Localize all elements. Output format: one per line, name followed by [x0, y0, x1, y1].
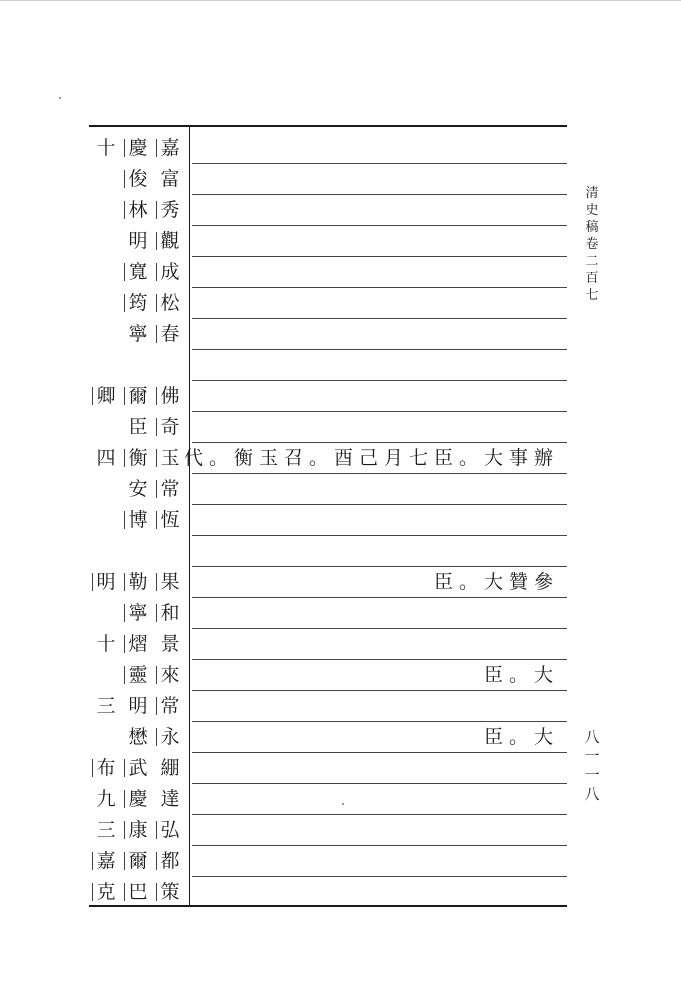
name-char: 衡 — [123, 445, 153, 471]
name-char: 靈 — [123, 662, 153, 688]
table-row — [89, 381, 567, 412]
page-number-char: 八 — [584, 785, 600, 803]
name-char — [91, 662, 121, 688]
name-char: 十 — [96, 137, 116, 159]
name-char: 明 — [128, 695, 148, 717]
name-char: 爾 — [123, 383, 153, 409]
name-char: 慶 — [123, 786, 153, 812]
name-cell — [89, 691, 189, 722]
name-char: 俊 — [123, 166, 153, 192]
name-char: 明 — [128, 230, 148, 252]
name-cell — [89, 784, 189, 815]
table-row — [89, 133, 567, 164]
name-char: 弘 — [155, 817, 185, 843]
name-char: 筠 — [123, 290, 153, 316]
page-number-char: 一 — [584, 766, 600, 784]
name-char: 熠 — [123, 631, 153, 657]
name-char: 臣 — [128, 416, 148, 438]
name-cell — [89, 846, 189, 877]
running-title — [582, 185, 602, 304]
name-char — [91, 600, 121, 626]
name-cell — [89, 505, 189, 536]
name-char: 奇 — [155, 414, 185, 440]
running-title-char: 二 — [585, 254, 599, 269]
table-row — [89, 443, 567, 474]
page-number — [582, 728, 602, 804]
name-char: 博 — [123, 507, 153, 533]
page-number-char: 八 — [584, 728, 600, 746]
name-char: 恆 — [155, 507, 185, 533]
name-char: 富 — [160, 168, 180, 190]
running-title-char: 卷 — [585, 237, 599, 252]
name-char: 勒 — [123, 569, 153, 595]
table-row — [89, 474, 567, 505]
name-cell — [89, 443, 189, 474]
name-char: 觀 — [155, 228, 185, 254]
name-char: 秀 — [155, 197, 185, 223]
table-row — [89, 505, 567, 536]
name-char — [91, 476, 121, 502]
name-char: 達 — [160, 788, 180, 810]
name-cell — [89, 598, 189, 629]
running-title-char: 清 — [585, 186, 599, 201]
table-row — [89, 567, 567, 598]
name-char: 永 — [155, 724, 185, 750]
name-char: 綳 — [160, 757, 180, 779]
name-char: 成 — [155, 259, 185, 285]
name-char — [123, 352, 153, 378]
name-char: 寧 — [123, 600, 153, 626]
name-char — [155, 352, 185, 378]
name-char: 康 — [123, 817, 153, 843]
running-title-char: 稿 — [585, 220, 599, 235]
table-row — [89, 319, 567, 350]
name-char — [91, 290, 121, 316]
name-char: 武 — [123, 755, 153, 781]
table-row — [89, 660, 567, 691]
name-char: 都 — [155, 848, 185, 874]
name-char: 三 — [96, 819, 116, 841]
name-char — [91, 352, 121, 378]
name-char: 三 — [96, 695, 116, 717]
name-char — [91, 507, 121, 533]
name-cell — [89, 195, 189, 226]
name-char: 來 — [155, 662, 185, 688]
name-char: 和 — [155, 600, 185, 626]
table-row — [89, 164, 567, 195]
name-char — [155, 538, 185, 564]
name-cell — [89, 877, 189, 908]
name-char: 慶 — [123, 135, 153, 161]
name-char: 明 — [91, 569, 121, 595]
name-char — [123, 538, 153, 564]
table-top-rule — [89, 125, 567, 127]
running-title-char: 史 — [585, 203, 599, 218]
table-row — [89, 226, 567, 257]
name-char: 寧 — [128, 323, 148, 345]
name-cell — [89, 567, 189, 598]
name-char: 布 — [91, 755, 121, 781]
name-char — [91, 197, 121, 223]
name-cell — [89, 164, 189, 195]
name-char: 玉 — [155, 445, 185, 471]
name-cell — [89, 257, 189, 288]
name-cell — [89, 815, 189, 846]
name-char: 林 — [123, 197, 153, 223]
official-table — [89, 133, 567, 908]
table-row — [89, 195, 567, 226]
table-bottom-rule — [89, 905, 567, 907]
name-cell — [89, 133, 189, 164]
name-cell — [89, 536, 189, 567]
name-char — [91, 259, 121, 285]
name-cell — [89, 722, 189, 753]
table-row — [89, 846, 567, 877]
name-char: 十 — [96, 633, 116, 655]
record-text: 代。衡玉召。酉己月七臣。大事辦 — [183, 447, 559, 469]
name-cell — [89, 350, 189, 381]
table-row — [89, 784, 567, 815]
name-char: 策 — [155, 879, 185, 905]
name-char — [91, 538, 121, 564]
name-char: 春 — [155, 321, 185, 347]
name-char: 佛 — [155, 383, 185, 409]
name-cell — [89, 288, 189, 319]
page-number-char: 一 — [584, 747, 600, 765]
name-char — [91, 724, 121, 750]
table-row — [89, 877, 567, 908]
name-char: 果 — [155, 569, 185, 595]
name-cell — [89, 474, 189, 505]
name-char: 九 — [96, 788, 116, 810]
name-char: 爾 — [123, 848, 153, 874]
name-char: 寬 — [123, 259, 153, 285]
name-cell — [89, 660, 189, 691]
name-char: 安 — [128, 478, 148, 500]
record-text: 臣。大 — [483, 664, 559, 686]
record-text: 臣。大贊參 — [433, 571, 559, 593]
name-cell — [89, 319, 189, 350]
name-cell — [89, 381, 189, 412]
name-char: 巴 — [123, 879, 153, 905]
running-title-char: 七 — [585, 288, 599, 303]
name-char — [91, 321, 121, 347]
table-row — [89, 257, 567, 288]
table-row — [89, 412, 567, 443]
table-row — [89, 536, 567, 567]
name-char: 四 — [96, 447, 116, 469]
table-row — [89, 815, 567, 846]
table-row — [89, 753, 567, 784]
name-char — [91, 414, 121, 440]
name-char: 景 — [160, 633, 180, 655]
table-row — [89, 350, 567, 381]
scan-speck — [59, 97, 61, 99]
table-row — [89, 598, 567, 629]
name-char: 松 — [155, 290, 185, 316]
name-cell — [89, 226, 189, 257]
name-char — [91, 166, 121, 192]
name-char — [91, 228, 121, 254]
table-row — [89, 691, 567, 722]
name-cell — [89, 753, 189, 784]
name-char: 嘉 — [91, 848, 121, 874]
table-row — [89, 722, 567, 753]
record-text: 臣。大 — [483, 726, 559, 748]
name-char: 克 — [91, 879, 121, 905]
page-top-border — [0, 0, 681, 1]
name-char: 懋 — [128, 726, 148, 748]
name-char: 常 — [155, 476, 185, 502]
name-char: 嘉 — [155, 135, 185, 161]
table-row — [89, 288, 567, 319]
name-char: 卿 — [91, 383, 121, 409]
name-cell — [89, 412, 189, 443]
running-title-char: 百 — [585, 271, 599, 286]
table-row — [89, 629, 567, 660]
name-cell — [89, 629, 189, 660]
name-char: 常 — [155, 693, 185, 719]
